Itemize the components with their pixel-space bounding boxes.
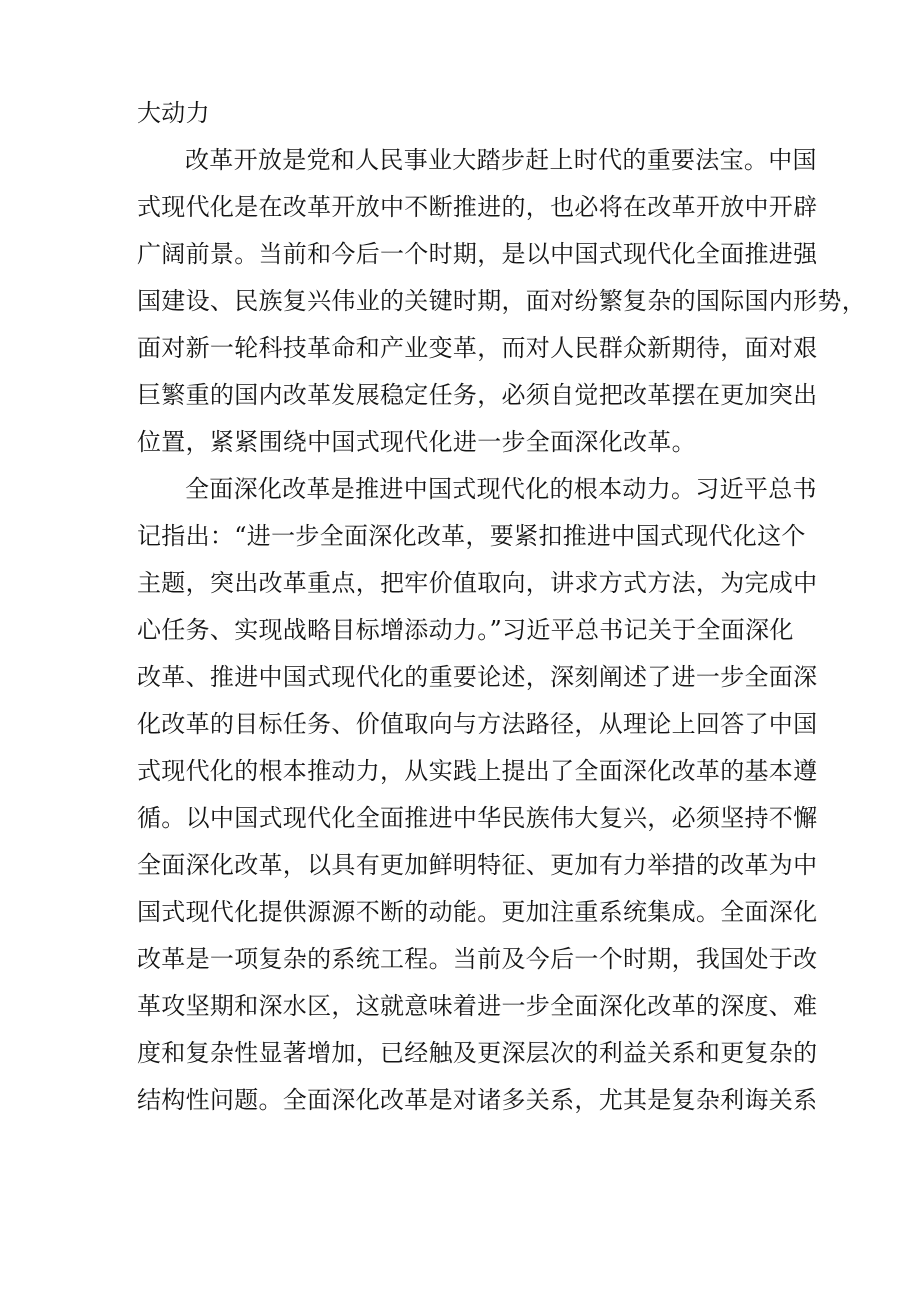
text-line: 面对新一轮科技革命和产业变革，而对人民群众新期待，面对艰 bbox=[137, 334, 818, 362]
text-line: 化改革的目标任务、价值取向与方法路径，从理论上回答了中国 bbox=[137, 710, 818, 738]
text-line: 记指出：“进一步全面深化改革，要紧扣推进中国式现代化这个 bbox=[137, 522, 806, 550]
text-line: 度和复杂性显著增加，已经触及更深层次的利益关系和更复杂的 bbox=[137, 1039, 818, 1067]
text-line: 巨繁重的国内改革发展稳定任务，必须自觉把改革摆在更加突出 bbox=[137, 381, 818, 409]
text-line: 革攻坚期和深水区，这就意味着进一步全面深化改革的深度、难 bbox=[137, 992, 818, 1020]
text-line: 全面深化改革，以具有更加鲜明特征、更加有力举措的改革为中 bbox=[137, 851, 818, 879]
text-line: 广阔前景。当前和今后一个时期，是以中国式现代化全面推进强 bbox=[137, 240, 818, 268]
text-line: 国式现代化提供源源不断的动能。更加注重系统集成。全面深化 bbox=[137, 898, 818, 926]
text-line: 位置，紧紧围绕中国式现代化进一步全面深化改革。 bbox=[137, 428, 696, 456]
text-line: 国建设、民族复兴伟业的关键时期，面对纷繁复杂的国际国内形势， bbox=[137, 287, 866, 315]
text-line: 大动力 bbox=[137, 99, 210, 127]
text-line: 主题，突出改革重点，把牢价值取向，讲求方式方法，为完成中 bbox=[137, 569, 818, 597]
paragraph-2-first-line: 全面深化改革是推进中国式现代化的根本动力。习近平总书 bbox=[185, 475, 817, 503]
text-line: 心任务、实现战略目标增添动力。”习近平总书记关于全面深化 bbox=[137, 616, 794, 644]
paragraph-1-first-line: 改革开放是党和人民事业大踏步赶上时代的重要法宝。中国 bbox=[185, 146, 817, 174]
text-line: 结构性问题。全面深化改革是对诸多关系，尤其是复杂利诲关系 bbox=[137, 1086, 818, 1114]
text-line: 改革、推进中国式现代化的重要论述，深刻阐述了进一步全面深 bbox=[137, 663, 818, 691]
text-line: 循。以中国式现代化全面推进中华民族伟大复兴，必须坚持不懈 bbox=[137, 804, 818, 832]
text-line: 式现代化的根本推动力，从实践上提出了全面深化改革的基本遵 bbox=[137, 757, 818, 785]
text-line: 改革是一项复杂的系统工程。当前及今后一个时期，我国处于改 bbox=[137, 945, 818, 973]
text-line: 式现代化是在改革开放中不断推进的，也必将在改革开放中开辟 bbox=[137, 193, 818, 221]
